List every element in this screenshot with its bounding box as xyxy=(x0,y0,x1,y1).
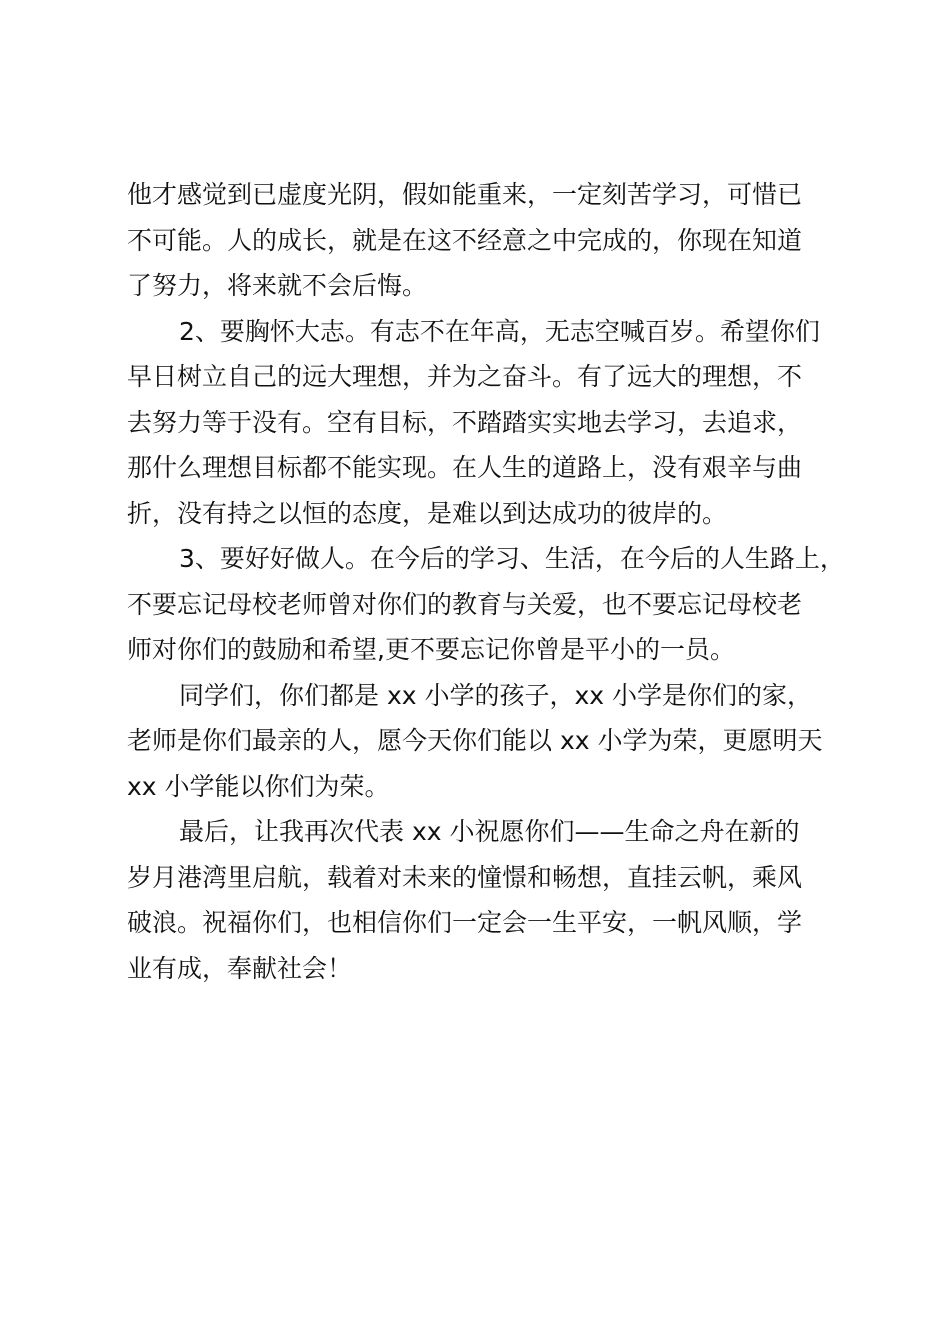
text-line: 去努力等于没有。空有目标，不踏踏实实地去学习，去追求， xyxy=(127,407,803,437)
text-line: 岁月港湾里启航，载着对未来的憧憬和畅想，直挂云帆，乘风 xyxy=(127,862,803,892)
document-body xyxy=(127,172,845,991)
text-line: 了努力，将来就不会后悔。 xyxy=(127,271,428,300)
text-line: 破浪。祝福你们，也相信你们一定会一生平安，一帆风顺，学 xyxy=(127,908,803,937)
text-line: 业有成，奉献社会！ xyxy=(127,953,353,983)
paragraph-start-line: 3、要好好做人。在今后的学习、生活，在今后的人生路上， xyxy=(179,544,845,573)
text-line: xx 小学能以你们为荣。 xyxy=(127,771,390,801)
text-line: 老师是你们最亲的人，愿今天你们能以 xx 小学为荣，更愿明天 xyxy=(127,726,823,755)
paragraph-start-line: 同学们，你们都是 xx 小学的孩子，xx 小学是你们的家， xyxy=(179,680,813,710)
text-line: 那什么理想目标都不能实现。在人生的道路上，没有艰辛与曲 xyxy=(127,453,803,482)
text-line: 折，没有持之以恒的态度，是难以到达成功的彼岸的。 xyxy=(127,498,728,528)
paragraph-start-line: 最后，让我再次代表 xx 小祝愿你们——生命之舟在新的 xyxy=(179,817,800,846)
paragraph-start-line: 2、要胸怀大志。有志不在年高，无志空喊百岁。希望你们 xyxy=(179,316,820,346)
text-line: 早日树立自己的远大理想，并为之奋斗。有了远大的理想，不 xyxy=(127,362,803,391)
text-line: 他才感觉到已虚度光阴，假如能重来，一定刻苦学习，可惜已 xyxy=(127,180,803,209)
text-line: 不要忘记母校老师曾对你们的教育与关爱，也不要忘记母校老 xyxy=(127,589,803,619)
text-line: 师对你们的鼓励和希望,更不要忘记你曾是平小的一员。 xyxy=(127,635,735,664)
text-line: 不可能。人的成长，就是在这不经意之中完成的，你现在知道 xyxy=(127,225,803,255)
